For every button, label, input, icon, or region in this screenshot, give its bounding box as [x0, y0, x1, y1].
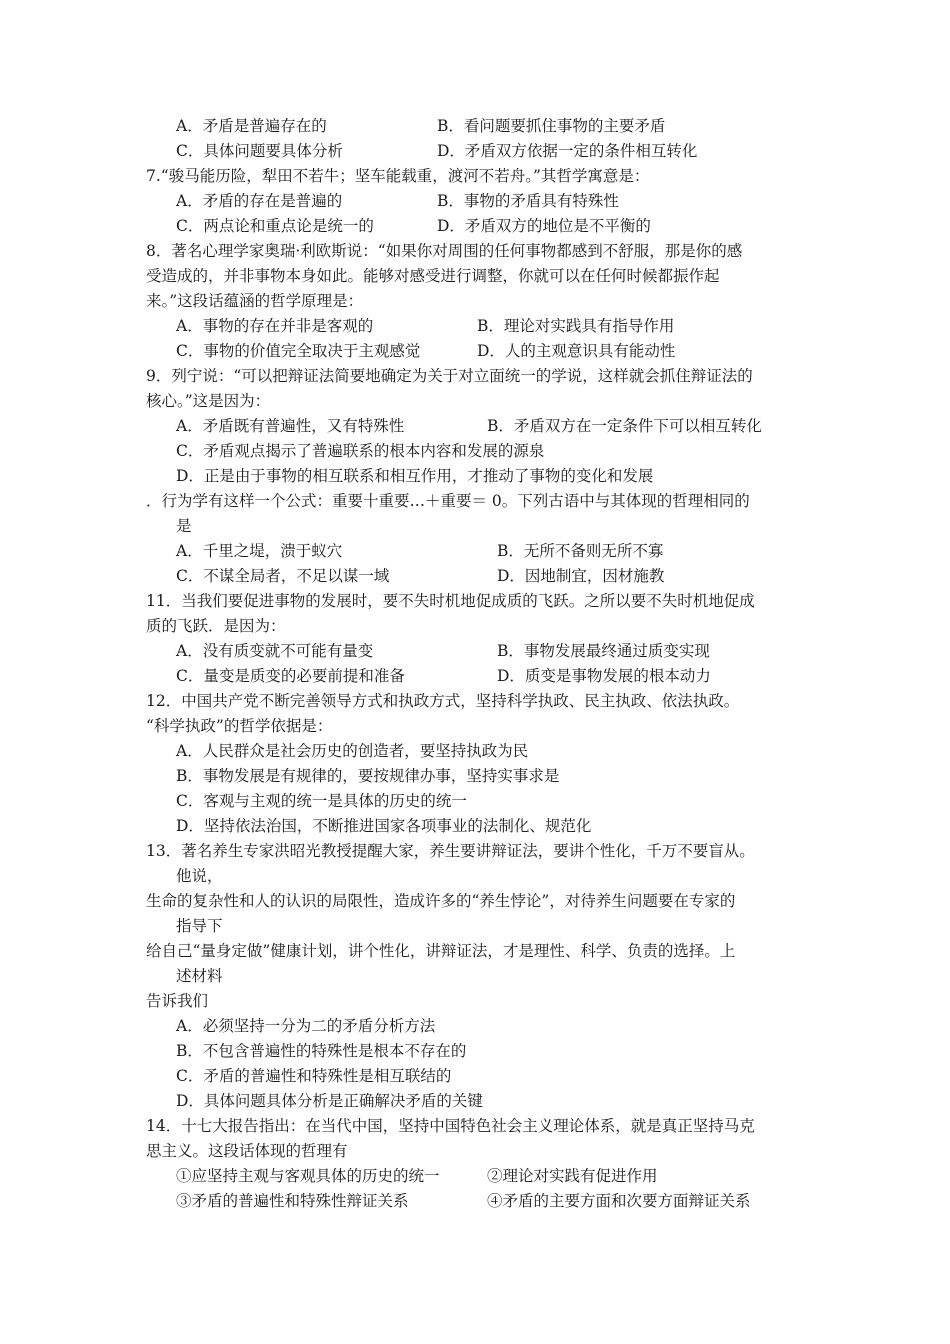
- text-line: C．矛盾的普遍性和特殊性是相互联结的: [176, 1067, 452, 1085]
- text-line: B．事物的矛盾具有特殊性: [437, 192, 619, 210]
- text-line: D．具体问题具体分析是正确解决矛盾的关键: [176, 1092, 483, 1110]
- text-line: ①应坚持主观与客观具体的历史的统一: [176, 1167, 440, 1185]
- text-line: 生命的复杂性和人的认识的局限性，造成许多的“养生悖论”，对待养生问题要在专家的: [146, 892, 736, 910]
- text-line: B．不包含普遍性的特殊性是根本不存在的: [176, 1042, 467, 1060]
- text-line: ④矛盾的主要方面和次要方面辩证关系: [487, 1192, 751, 1210]
- text-line: 来。”这段话蕴涵的哲学原理是：: [146, 292, 364, 310]
- text-line: 述材料: [176, 967, 223, 985]
- text-line: 14．十七大报告指出：在当代中国，坚持中国特色社会主义理论体系，就是真正坚持马克: [146, 1117, 755, 1135]
- text-line: B．矛盾双方在一定条件下可以相互转化: [487, 417, 762, 435]
- text-line: D．质变是事物发展的根本动力: [497, 667, 711, 685]
- text-line: 13．著名养生专家洪昭光教授提醒大家，养生要讲辩证法，要讲个性化，千万不要盲从。: [146, 842, 755, 860]
- text-line: 是: [176, 517, 192, 535]
- text-line: A．矛盾是普遍存在的: [176, 117, 327, 135]
- text-line: 质的飞跃．是因为：: [146, 617, 286, 635]
- text-line: B．看问题要抓住事物的主要矛盾: [437, 117, 666, 135]
- text-line: D．坚持依法治国，不断推进国家各项事业的法制化、规范化: [176, 817, 592, 835]
- text-line: ③矛盾的普遍性和特殊性辩证关系: [176, 1192, 409, 1210]
- text-line: D．矛盾双方的地位是不平衡的: [437, 217, 651, 235]
- text-line: A．必须坚持一分为二的矛盾分析方法: [176, 1017, 436, 1035]
- text-line: ．行为学有这样一个公式：重要十重要…＋重要＝ 0。下列古语中与其体现的哲理相同的: [146, 492, 750, 510]
- text-line: C．客观与主观的统一是具体的历史的统一: [176, 792, 467, 810]
- text-line: B．事物发展是有规律的，要按规律办事，坚持实事求是: [176, 767, 560, 785]
- text-line: A．事物的存在并非是客观的: [176, 317, 374, 335]
- text-line: B．理论对实践具有指导作用: [477, 317, 675, 335]
- text-line: A．矛盾的存在是普遍的: [176, 192, 343, 210]
- text-line: C．量变是质变的必要前提和准备: [176, 667, 405, 685]
- text-line: D．矛盾双方依据一定的条件相互转化: [437, 142, 698, 160]
- text-line: D．因地制宜，因材施教: [497, 567, 665, 585]
- text-line: C．事物的价值完全取决于主观感觉: [176, 342, 421, 360]
- text-line: B．事物发展最终通过质变实现: [497, 642, 710, 660]
- text-line: 他说，: [176, 867, 223, 885]
- text-line: “科学执政”的哲学依据是：: [146, 717, 333, 735]
- text-line: C．两点论和重点论是统一的: [176, 217, 374, 235]
- text-line: C．矛盾观点揭示了普遍联系的根本内容和发展的源泉: [176, 442, 545, 460]
- text-line: 9．列宁说：“可以把辩证法简要地确定为关于对立面统一的学说，这样就会抓住辩证法的: [146, 367, 753, 385]
- text-line: C．具体问题要具体分析: [176, 142, 343, 160]
- text-line: 12．中国共产党不断完善领导方式和执政方式，坚持科学执政、民主执政、依法执政。: [146, 692, 740, 710]
- text-line: 告诉我们: [146, 992, 209, 1010]
- text-line: A．千里之堤，溃于蚁穴: [176, 542, 343, 560]
- text-line: 思主义。这段话体现的哲理有: [146, 1142, 348, 1160]
- text-line: A．人民群众是社会历史的创造者，要坚持执政为民: [176, 742, 529, 760]
- text-line: 核心。”这是因为：: [146, 392, 271, 410]
- text-line: A．没有质变就不可能有量变: [176, 642, 374, 660]
- text-line: 11．当我们要促进事物的发展时，要不失时机地促成质的飞跃。之所以要不失时机地促成: [146, 592, 755, 610]
- text-line: 受造成的，并非事物本身如此。能够对感受进行调整，你就可以在任何时候都振作起: [146, 267, 720, 285]
- text-line: B．无所不备则无所不寡: [497, 542, 664, 560]
- text-line: 给自己“量身定做”健康计划，讲个性化，讲辩证法，才是理性、科学、负责的选择。上: [146, 942, 736, 960]
- text-line: D．正是由于事物的相互联系和相互作用，才推动了事物的变化和发展: [176, 467, 654, 485]
- text-line: 7.“骏马能历险，犁田不若牛；坚车能载重，渡河不若舟。”其哲学寓意是：: [146, 167, 650, 185]
- text-line: D．人的主观意识具有能动性: [477, 342, 676, 360]
- text-line: 8．著名心理学家奥瑞·利欧斯说：“如果你对周围的任何事物都感到不舒服，那是你的感: [146, 242, 743, 260]
- text-line: A．矛盾既有普遍性，又有特殊性: [176, 417, 405, 435]
- text-line: ②理论对实践有促进作用: [487, 1167, 658, 1185]
- text-line: 指导下: [176, 917, 223, 935]
- text-line: C．不谋全局者，不足以谋一域: [176, 567, 390, 585]
